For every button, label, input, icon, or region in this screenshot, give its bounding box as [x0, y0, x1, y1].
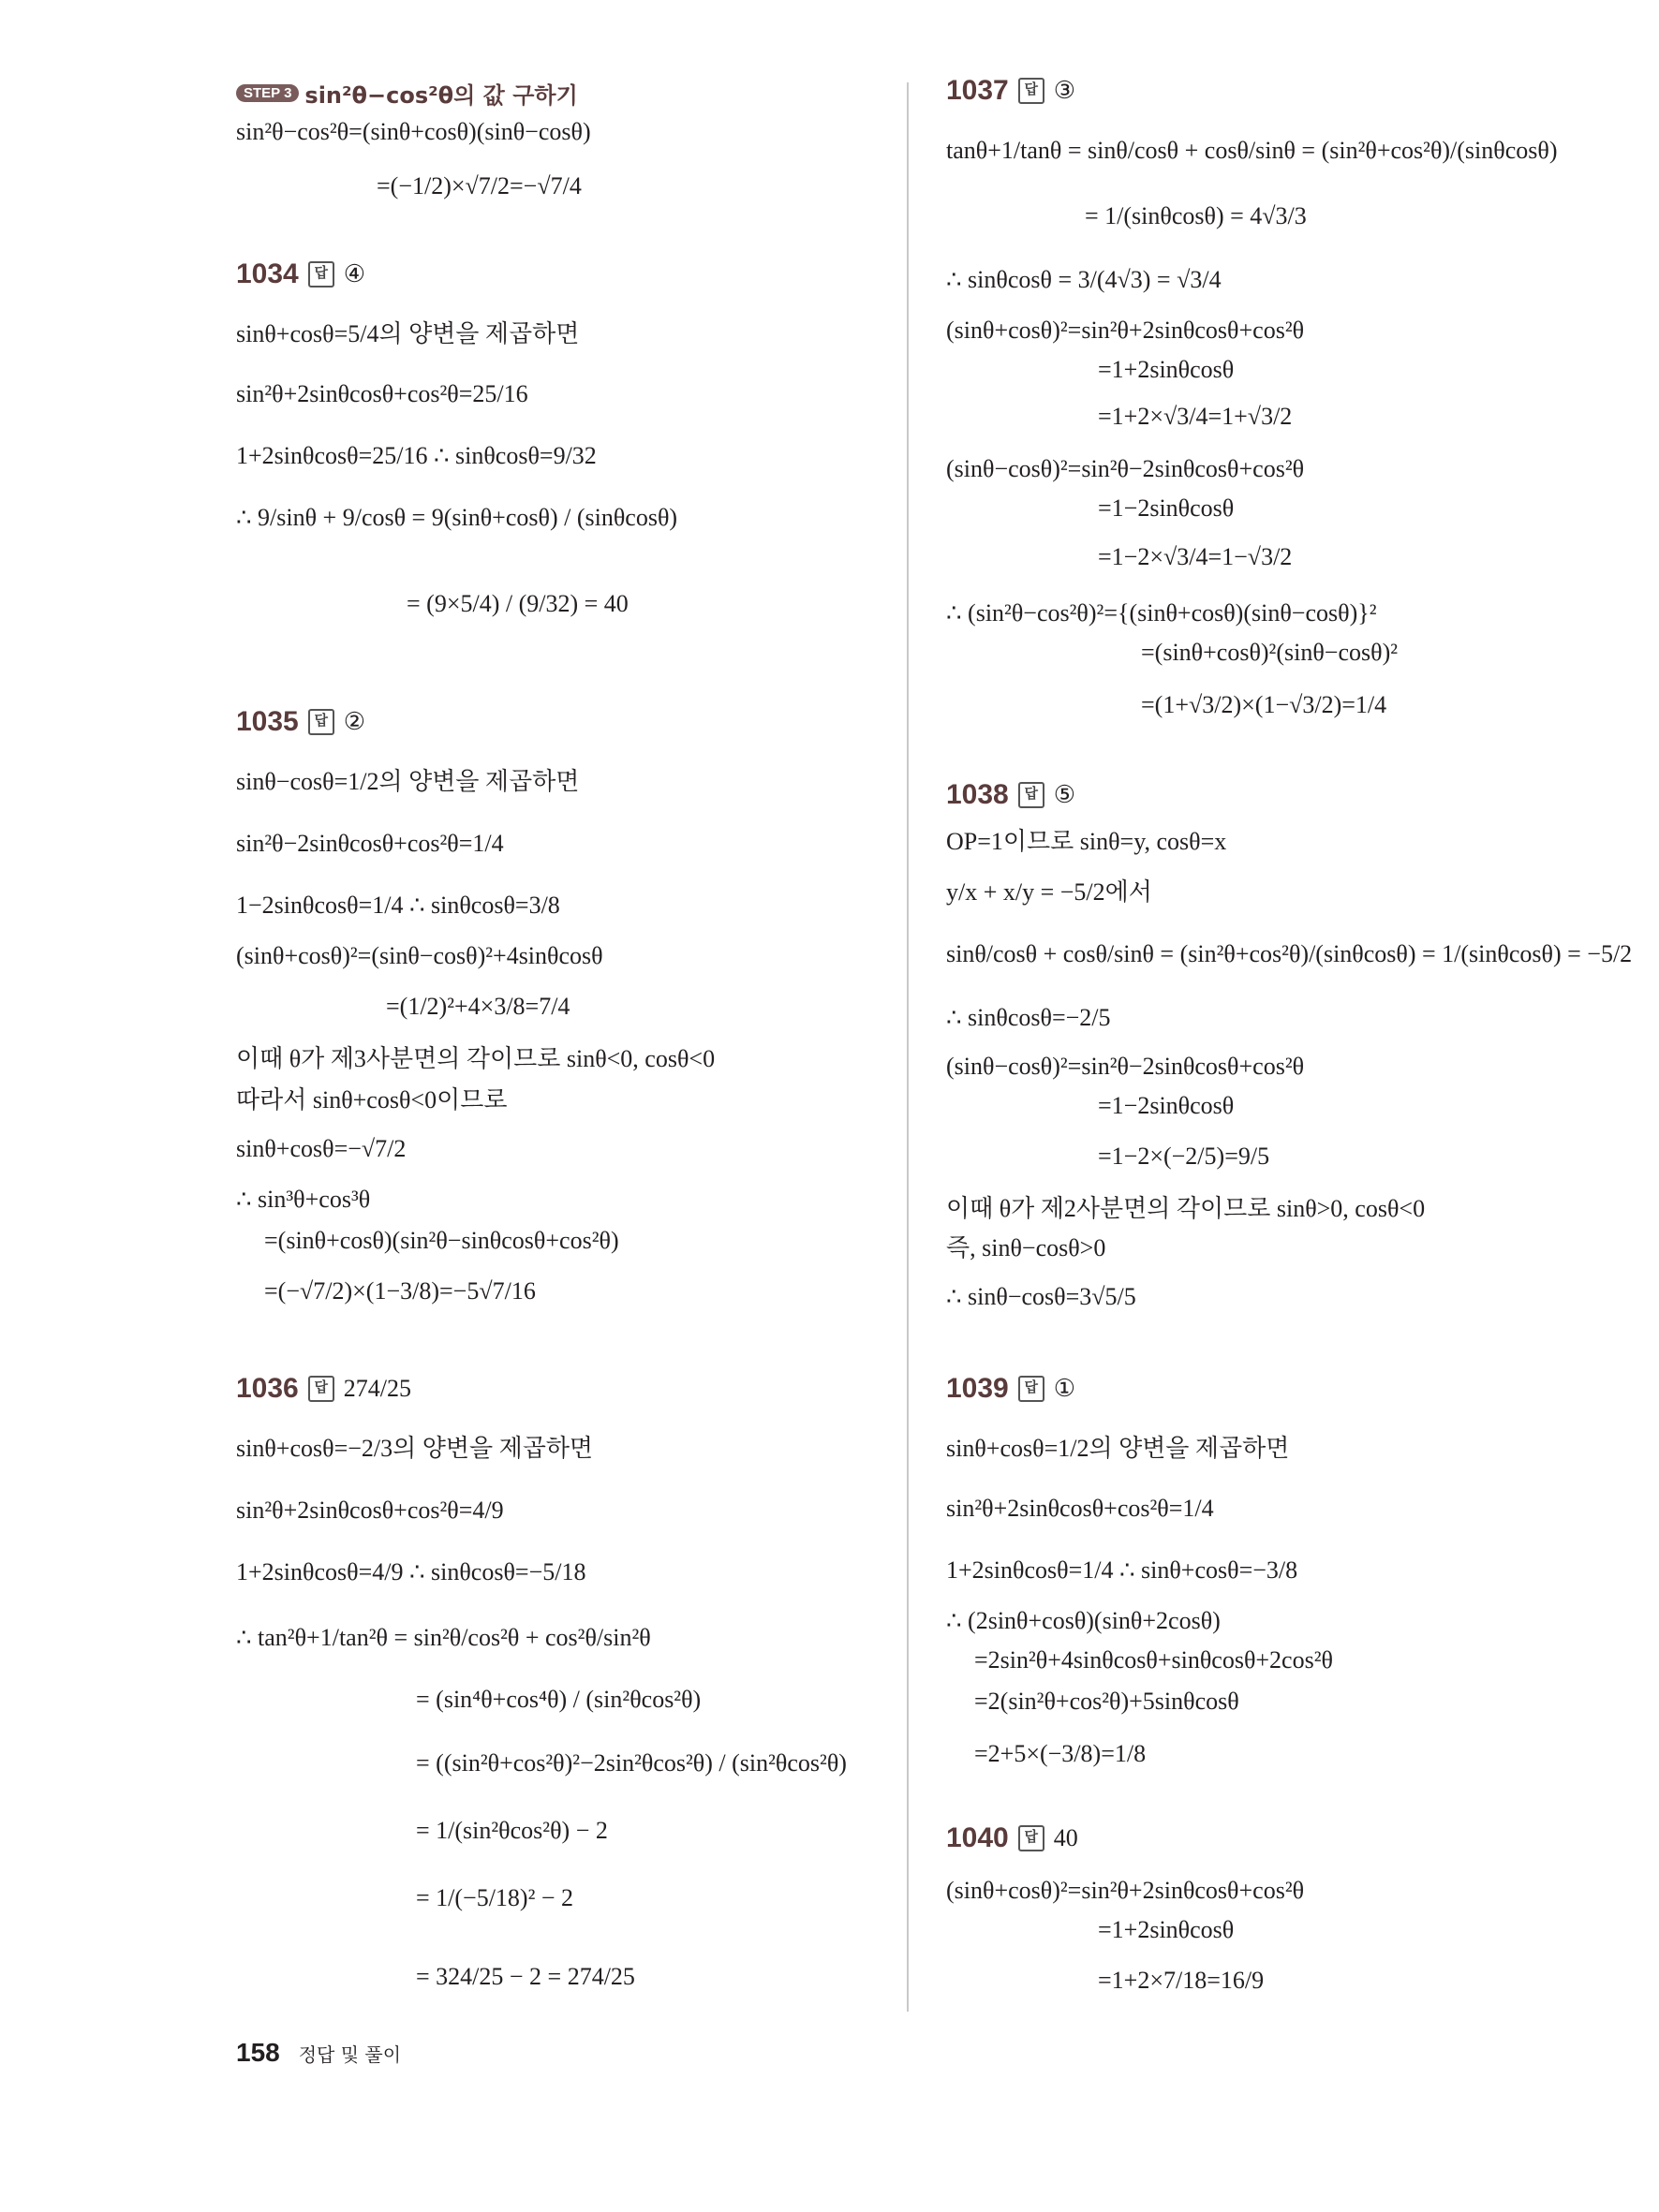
- solution-line: (sinθ+cosθ)²=sin²θ+2sinθcosθ+cos²θ: [946, 1877, 1305, 1904]
- solution-line: ∴ sin³θ+cos³θ: [236, 1186, 371, 1213]
- solution-line: ∴ (2sinθ+cosθ)(sinθ+2cosθ): [946, 1607, 1221, 1634]
- column-divider: [907, 82, 909, 2012]
- solution-line: ∴ 9/sinθ + 9/cosθ = 9(sinθ+cosθ) / (sinθcosθ): [236, 504, 678, 531]
- solution-line: ∴ sinθcosθ = 3/(4√3) = √3/4: [946, 266, 1222, 293]
- solution-line: =1−2sinθcosθ: [1098, 494, 1235, 522]
- solution-line: 이때 θ가 제2사분면의 각이므로 sinθ>0, cosθ<0: [946, 1195, 1426, 1222]
- answer-value: ①: [1053, 1375, 1076, 1402]
- solution-line: sinθ+cosθ=5/4의 양변을 제곱하면: [236, 320, 580, 347]
- answer-value: ②: [343, 708, 366, 735]
- step3-line-2: =(−1/2)×√7/2=−√7/4: [377, 172, 582, 199]
- solution-line: = 1/(−5/18)² − 2: [416, 1884, 574, 1911]
- solution-line: = 1/(sinθcosθ) = 4√3/3: [1085, 202, 1307, 229]
- problem-header-1038: [946, 779, 1075, 811]
- problem-number: 1039: [946, 1373, 1009, 1404]
- problem-number: 1040: [946, 1822, 1009, 1853]
- solution-line: =1−2×(−2/5)=9/5: [1098, 1143, 1270, 1170]
- solution-line: ∴ sinθcosθ=−2/5: [946, 1004, 1111, 1031]
- answer-value: 274/25: [343, 1375, 411, 1402]
- problem-number: 1036: [236, 1373, 299, 1404]
- answer-value: ⑤: [1053, 781, 1076, 808]
- solution-line: sin²θ+2sinθcosθ+cos²θ=25/16: [236, 380, 528, 407]
- problem-header-1040: [946, 1822, 1078, 1854]
- solution-line: sinθ+cosθ=1/2의 양변을 제곱하면: [946, 1435, 1290, 1462]
- problem-number: 1038: [946, 779, 1009, 810]
- step3-header: [236, 77, 578, 110]
- solution-line: sin²θ+2sinθcosθ+cos²θ=4/9: [236, 1497, 504, 1524]
- problem-header-1035: [236, 706, 365, 738]
- solution-line: sinθ/cosθ + cosθ/sinθ = (sin²θ+cos²θ)/(sinθcosθ) = 1/(sinθcosθ) = −5/2: [946, 940, 1633, 967]
- solution-line: = (9×5/4) / (9/32) = 40: [407, 590, 629, 617]
- solution-line: 1+2sinθcosθ=25/16 ∴ sinθcosθ=9/32: [236, 442, 597, 469]
- problem-number: 1034: [236, 258, 299, 289]
- solution-line: =1+2sinθcosθ: [1098, 1916, 1235, 1943]
- solution-line: tanθ+1/tanθ = sinθ/cosθ + cosθ/sinθ = (sin²θ+cos²θ)/(sinθcosθ): [946, 137, 1558, 164]
- problem-header-1034: [236, 258, 365, 290]
- solution-line: (sinθ+cosθ)²=sin²θ+2sinθcosθ+cos²θ: [946, 317, 1305, 344]
- problem-header-1036: [236, 1373, 411, 1405]
- problem-header-1037: [946, 75, 1075, 107]
- step3-line-1: sin²θ−cos²θ=(sinθ+cosθ)(sinθ−cosθ): [236, 118, 591, 145]
- solution-line: =1+2×√3/4=1+√3/2: [1098, 403, 1293, 430]
- solution-line: = (sin⁴θ+cos⁴θ) / (sin²θcos²θ): [416, 1686, 702, 1713]
- solution-line: (sinθ−cosθ)²=sin²θ−2sinθcosθ+cos²θ: [946, 455, 1305, 482]
- answer-value: ④: [343, 260, 366, 288]
- solution-line: =2sin²θ+4sinθcosθ+sinθcosθ+2cos²θ: [974, 1646, 1333, 1674]
- solution-line: sin²θ+2sinθcosθ+cos²θ=1/4: [946, 1495, 1214, 1522]
- solution-line: =1−2×√3/4=1−√3/2: [1098, 543, 1293, 570]
- solution-line: =(1+√3/2)×(1−√3/2)=1/4: [1141, 691, 1387, 718]
- solution-line: ∴ sinθ−cosθ=3√5/5: [946, 1283, 1136, 1310]
- solution-line: OP=1이므로 sinθ=y, cosθ=x: [946, 828, 1227, 855]
- step-badge: STEP 3: [236, 84, 299, 102]
- answer-badge-icon: 답: [1018, 782, 1044, 808]
- solution-line: = 1/(sin²θcos²θ) − 2: [416, 1817, 608, 1844]
- answer-badge-icon: 답: [308, 261, 334, 288]
- solution-line: =1+2sinθcosθ: [1098, 356, 1235, 383]
- solution-line: sinθ+cosθ=−√7/2: [236, 1135, 407, 1162]
- solution-line: 즉, sinθ−cosθ>0: [946, 1234, 1106, 1261]
- problem-header-1039: [946, 1373, 1075, 1405]
- answer-value: 40: [1053, 1824, 1078, 1851]
- answer-badge-icon: 답: [1018, 78, 1044, 104]
- step-title: sin²θ−cos²θ의 값 구하기: [304, 82, 578, 109]
- solution-line: 1+2sinθcosθ=1/4 ∴ sinθ+cosθ=−3/8: [946, 1556, 1298, 1584]
- page-footer: [236, 2038, 401, 2068]
- solution-line: sin²θ−2sinθcosθ+cos²θ=1/4: [236, 830, 504, 857]
- solution-line: 1+2sinθcosθ=4/9 ∴ sinθcosθ=−5/18: [236, 1558, 586, 1585]
- solution-line: =2+5×(−3/8)=1/8: [974, 1740, 1147, 1767]
- solution-line: 이때 θ가 제3사분면의 각이므로 sinθ<0, cosθ<0: [236, 1045, 716, 1072]
- solution-line: =(1/2)²+4×3/8=7/4: [386, 993, 570, 1020]
- problem-number: 1035: [236, 706, 299, 737]
- solution-line: (sinθ+cosθ)²=(sinθ−cosθ)²+4sinθcosθ: [236, 942, 603, 969]
- solution-line: ∴ tan²θ+1/tan²θ = sin²θ/cos²θ + cos²θ/sin²θ: [236, 1624, 651, 1651]
- solution-line: =2(sin²θ+cos²θ)+5sinθcosθ: [974, 1688, 1239, 1715]
- answer-badge-icon: 답: [308, 709, 334, 735]
- solution-line: 따라서 sinθ+cosθ<0이므로: [236, 1086, 508, 1113]
- solution-line: ∴ (sin²θ−cos²θ)²={(sinθ+cosθ)(sinθ−cosθ)}²: [946, 599, 1377, 627]
- answer-badge-icon: 답: [308, 1376, 334, 1402]
- solution-line: sinθ+cosθ=−2/3의 양변을 제곱하면: [236, 1435, 594, 1462]
- solution-line: (sinθ−cosθ)²=sin²θ−2sinθcosθ+cos²θ: [946, 1053, 1305, 1080]
- footer-title: 정답 및 풀이: [298, 2043, 402, 2066]
- solution-line: sinθ−cosθ=1/2의 양변을 제곱하면: [236, 768, 580, 795]
- answer-value: ③: [1053, 77, 1076, 104]
- solution-line: = ((sin²θ+cos²θ)²−2sin²θcos²θ) / (sin²θcos²θ): [416, 1749, 847, 1777]
- solution-line: =(sinθ+cosθ)²(sinθ−cosθ)²: [1141, 639, 1399, 666]
- solution-line: =1+2×7/18=16/9: [1098, 1967, 1265, 1994]
- problem-number: 1037: [946, 75, 1009, 106]
- solution-line: =(−√7/2)×(1−3/8)=−5√7/16: [264, 1277, 536, 1305]
- solution-line: y/x + x/y = −5/2에서: [946, 878, 1152, 906]
- page-number: 158: [236, 2038, 280, 2067]
- answer-badge-icon: 답: [1018, 1376, 1044, 1402]
- answer-badge-icon: 답: [1018, 1825, 1044, 1851]
- solution-line: = 324/25 − 2 = 274/25: [416, 1963, 635, 1990]
- solution-line: =1−2sinθcosθ: [1098, 1092, 1235, 1119]
- solution-line: =(sinθ+cosθ)(sin²θ−sinθcosθ+cos²θ): [264, 1227, 619, 1254]
- solution-line: 1−2sinθcosθ=1/4 ∴ sinθcosθ=3/8: [236, 892, 560, 919]
